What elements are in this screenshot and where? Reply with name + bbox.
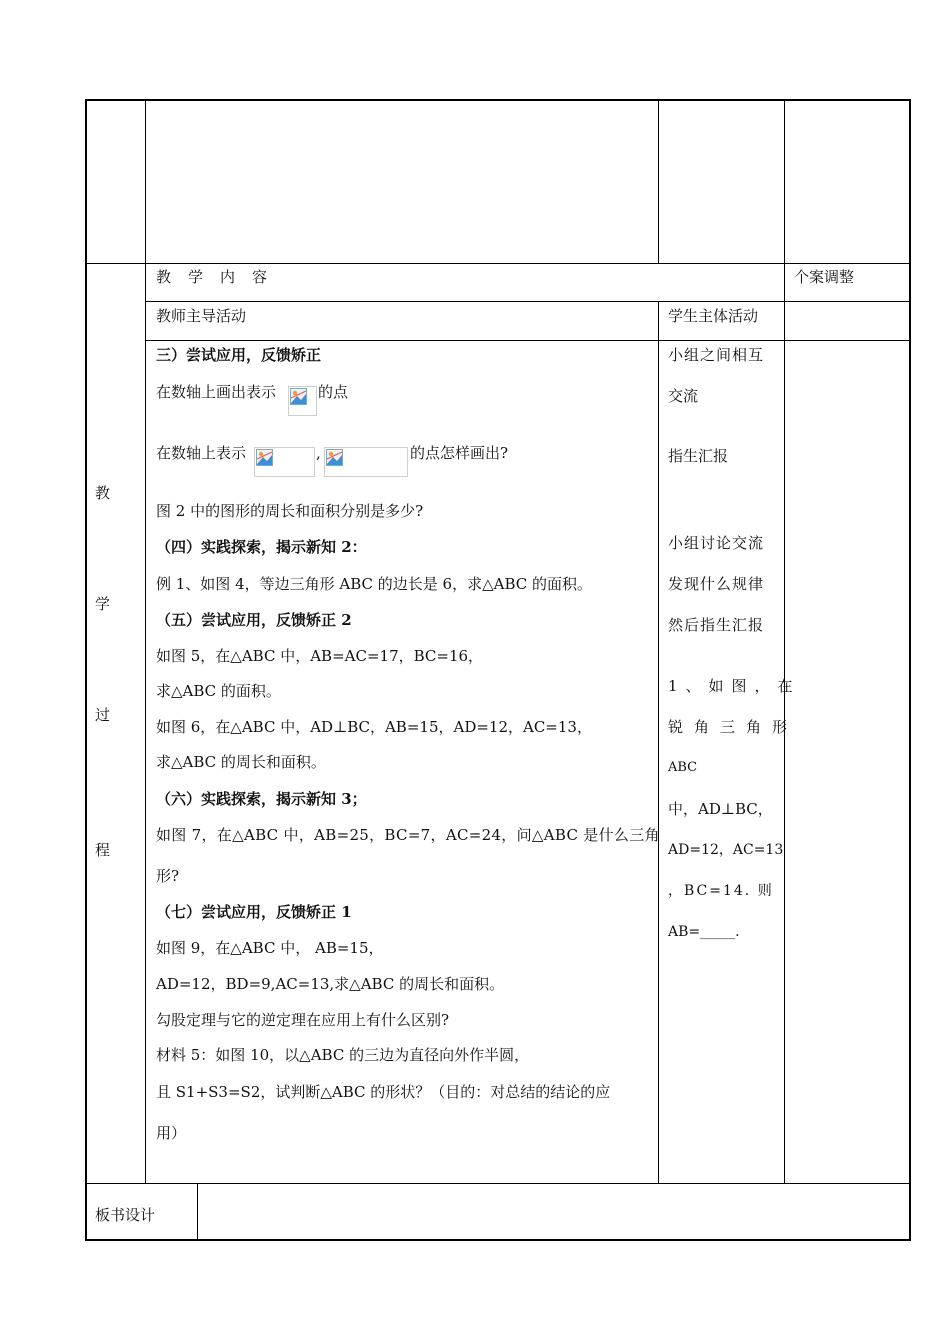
row-line-3 — [145, 340, 910, 341]
s7-line1: 如图 9，在△ABC 中， AB=15， — [156, 939, 384, 957]
col-line-3-top — [784, 99, 785, 264]
table-border-right — [909, 99, 911, 1241]
student-line-10: 中，AD⊥BC， — [668, 800, 773, 818]
student-line-13: AB=_____. — [668, 924, 740, 940]
student-line-1: 小组之间相互 — [668, 346, 765, 364]
student-line-2: 交流 — [668, 387, 699, 405]
s4-line1: 例 1、如图 4，等边三角形 ABC 的边长是 6，求△ABC 的面积。 — [156, 575, 592, 593]
broken-image-icon — [254, 447, 315, 477]
s5-line1: 如图 5，在△ABC 中，AB=AC=17，BC=16， — [156, 647, 484, 665]
broken-image-icon — [324, 447, 408, 477]
s6-line2: 形? — [156, 867, 180, 885]
s7-line3: 勾股定理与它的逆定理在应用上有什么区别? — [156, 1011, 450, 1029]
table-border-left — [85, 99, 87, 1241]
side-label-4: 程 — [95, 841, 111, 859]
s5-line3: 如图 6，在△ABC 中，AD⊥BC，AB=15，AD=12，AC=13， — [156, 718, 592, 736]
student-header: 学生主体活动 — [668, 307, 759, 325]
col-line-1 — [145, 263, 146, 1184]
s7-line4: 材料 5：如图 10，以△ABC 的三边为直径向外作半圆， — [156, 1046, 530, 1064]
side-label-3: 过 — [95, 706, 111, 724]
table-border-top — [85, 99, 911, 101]
s7-line6: 用） — [156, 1124, 187, 1142]
student-line-6: 然后指生汇报 — [668, 616, 765, 634]
section-4-title: （四）实践探索，揭示新知 2： — [156, 538, 367, 556]
student-line-7: 1、如图，在 — [668, 677, 801, 695]
s3-line1-post: 的点 — [318, 383, 349, 401]
col-line-2-top — [658, 99, 659, 264]
student-line-5: 发现什么规律 — [668, 575, 765, 593]
student-line-9: ABC — [668, 760, 698, 775]
student-line-4: 小组讨论交流 — [668, 534, 765, 552]
student-line-8: 锐角三角形 — [668, 718, 799, 736]
col-line-1-top — [145, 99, 146, 264]
section-5-title: （五）尝试应用，反馈矫正 2 — [156, 611, 352, 629]
section-7-title: （七）尝试应用，反馈矫正 1 — [156, 903, 352, 921]
col-line-2 — [658, 302, 659, 1184]
s3-line3: 图 2 中的图形的周长和面积分别是多少? — [156, 502, 424, 520]
s3-line2-pre: 在数轴上表示 — [156, 444, 247, 462]
table-border-bottom — [85, 1239, 911, 1241]
student-line-12: ，BC=14. 则 — [668, 883, 774, 899]
s7-line2: AD=12，BD=9,AC=13,求△ABC 的周长和面积。 — [156, 975, 505, 993]
section-6-title: （六）实践探索，揭示新知 3； — [156, 790, 367, 808]
board-design-label: 板书设计 — [95, 1206, 156, 1224]
s3-line1-pre: 在数轴上画出表示 — [156, 383, 277, 401]
teacher-header: 教师主导活动 — [156, 307, 247, 325]
s5-line4: 求△ABC 的周长和面积。 — [156, 753, 326, 771]
row-line-4 — [85, 1183, 911, 1184]
side-label-1: 教 — [95, 484, 111, 502]
s3-line2-post: 的点怎样画出? — [410, 444, 509, 462]
row-line-1 — [85, 263, 911, 264]
content-header: 教 学 内 容 — [156, 268, 269, 286]
student-line-3: 指生汇报 — [668, 447, 729, 465]
footer-col-line — [197, 1183, 198, 1240]
adjust-header: 个案调整 — [794, 268, 855, 286]
broken-image-icon — [288, 386, 317, 416]
s3-line2-sep: , — [316, 444, 321, 462]
row-line-2 — [145, 301, 910, 302]
s7-line5: 且 S1+S3=S2，试判断△ABC 的形状？（目的：对总结的结论的应 — [156, 1083, 611, 1101]
s5-line2: 求△ABC 的面积。 — [156, 682, 281, 700]
s6-line1: 如图 7，在△ABC 中，AB=25，BC=7，AC=24，问△ABC 是什么三角 — [156, 826, 660, 844]
side-label-2: 学 — [95, 595, 111, 613]
student-line-11: AD=12，AC=13 — [668, 842, 784, 858]
section-3-title: 三）尝试应用，反馈矫正 — [156, 346, 322, 364]
